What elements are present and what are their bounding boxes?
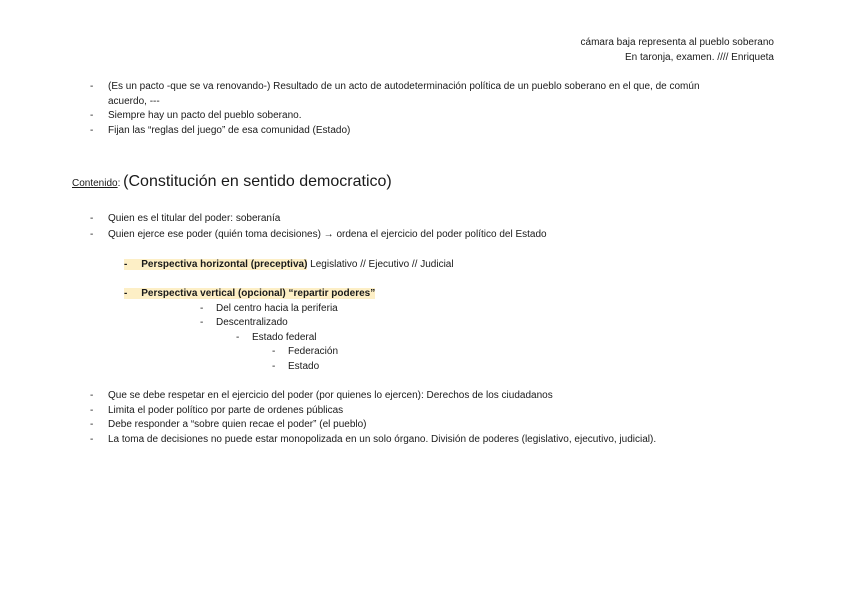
perspective-vertical [124, 286, 375, 301]
bullet-dash: - [200, 303, 204, 314]
list-item: Del centro hacia la periferia [216, 303, 338, 314]
list-item: Federación [288, 346, 339, 357]
list-item-continuation: acuerdo, --- [108, 96, 160, 107]
list-item: Descentralizado [216, 317, 288, 328]
list-item: Quien es el titular del poder: soberanía [108, 213, 281, 224]
bullet-dash: - [90, 110, 94, 121]
bullet-dash: - [90, 81, 94, 92]
perspective-horizontal [124, 257, 454, 272]
header-line-2: En taronja, examen. //// Enriqueta [625, 52, 774, 63]
perspective-vertical-title: Perspectiva vertical (opcional) “repartir poderes” [141, 288, 376, 299]
list-item: Estado [288, 361, 320, 372]
list-item: La toma de decisiones no puede estar monopolizada en un solo órgano. División de poderes (legislativo, ejecutivo, judicial). [108, 434, 657, 445]
header-line-1: cámara baja representa al pueblo soberano [580, 37, 774, 48]
list-item: (Es un pacto -que se va renovando-) Resultado de un acto de autodeterminación política de un pueblo soberano en el que, de común [108, 81, 700, 92]
bullet-dash: - [90, 405, 94, 416]
perspective-horizontal-detail: Legislativo // Ejecutivo // Judicial [307, 259, 454, 270]
list-item: Estado federal [252, 332, 317, 343]
bullet-dash: - [236, 332, 240, 343]
section-label: Contenido [72, 178, 118, 189]
bullet-dash: - [90, 229, 94, 240]
section-title: (Constitución en sentido democratico) [123, 173, 392, 190]
bullet-dash: - [200, 317, 204, 328]
list-item: Debe responder a “sobre quien recae el poder” (el pueblo) [108, 419, 367, 430]
bullet-dash: - [272, 361, 276, 372]
bullet-dash: - [90, 434, 94, 445]
bullet-dash: - [90, 125, 94, 136]
list-item: Quien ejerce ese poder (quién toma decisiones) → ordena el ejercicio del poder político del Estado [108, 229, 547, 240]
highlight-dash: - [124, 259, 142, 270]
bullet-dash: - [90, 213, 94, 224]
bullet-dash: - [90, 390, 94, 401]
perspective-horizontal-title: Perspectiva horizontal (preceptiva) [141, 259, 308, 270]
section-heading [72, 172, 392, 194]
list-item: Limita el poder político por parte de ordenes públicas [108, 405, 344, 416]
list-item: Que se debe respetar en el ejercicio del poder (por quienes lo ejercen): Derechos de los ciudadanos [108, 390, 553, 401]
bullet-dash: - [272, 346, 276, 357]
highlight-dash: - [124, 288, 142, 299]
bullet-dash: - [90, 419, 94, 430]
section-colon: : [117, 178, 124, 189]
list-item: Fijan las “reglas del juego” de esa comunidad (Estado) [108, 125, 351, 136]
list-item: Siempre hay un pacto del pueblo soberano. [108, 110, 302, 121]
